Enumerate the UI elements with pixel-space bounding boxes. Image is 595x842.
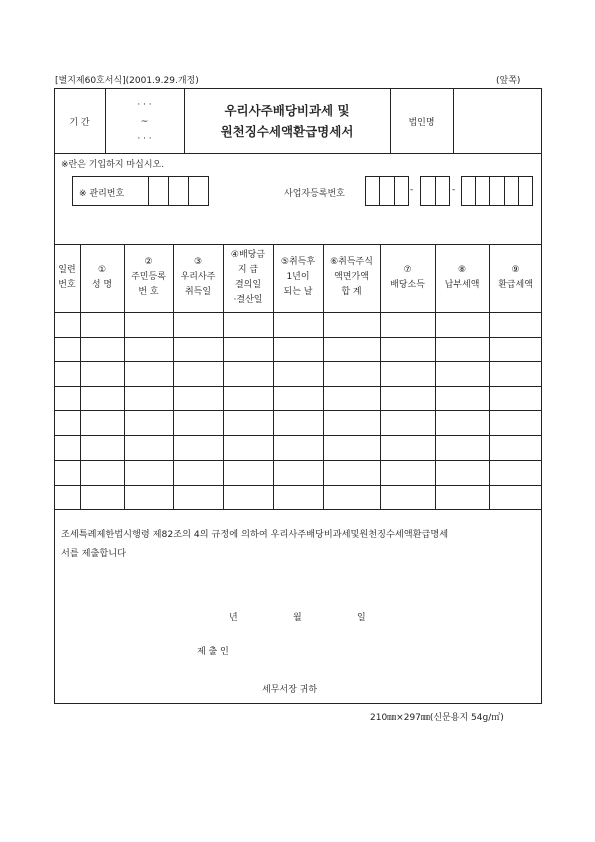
- paper-size-note: 210㎜×297㎜(신문용지 54g/㎡): [370, 713, 504, 723]
- table-row: [54, 386, 542, 387]
- table-row: [54, 460, 542, 461]
- table-row: [54, 485, 542, 486]
- submitter-label: 제 출 인: [197, 647, 229, 657]
- mgmt-number-input[interactable]: [149, 177, 208, 205]
- mgmt-number-label: ※ 관리번호: [79, 189, 125, 199]
- dash-1: -: [410, 185, 414, 195]
- col-header-dividend-date: ④배당금 지 급 결의일 ·결산일: [230, 250, 266, 305]
- divider: [435, 176, 436, 206]
- period-dates: [105, 97, 184, 148]
- biz-reg-segment-3[interactable]: [461, 176, 533, 206]
- col-header-name: ① 성 명: [91, 265, 113, 290]
- statement-line1: 조세특례제한법시행령 제82조의 4의 규정에 의하여 우리사주배당비과세및원천징수세액환급명세: [61, 529, 449, 540]
- table-row: [54, 312, 542, 313]
- period-tilde: ~: [140, 117, 149, 127]
- divider: [394, 176, 395, 206]
- divider: [54, 153, 542, 154]
- divider: [504, 176, 505, 206]
- table-row: [54, 410, 542, 411]
- form-title-line2: 원천징수세액환급명세서: [220, 124, 354, 139]
- col-header-one-year-date: ⑤취득후 1년이 되는 날: [280, 257, 316, 297]
- date-day-label: 일: [357, 613, 366, 623]
- statement-text: [61, 525, 537, 563]
- biz-reg-label: 사업자등록번호: [284, 189, 345, 199]
- col-header-face-value: ⑥취득주식 액면가액 합 계: [330, 257, 373, 297]
- table-row: [54, 337, 542, 338]
- page-side: (앞쪽): [496, 76, 521, 86]
- period-label: 기 간: [69, 118, 90, 128]
- dash-2: -: [452, 185, 456, 195]
- divider: [489, 176, 490, 206]
- table-row: [54, 435, 542, 436]
- col-header-refund: ⑨ 환급세액: [498, 265, 533, 290]
- divider: [54, 509, 542, 510]
- statement-line2: 서를 제출합니다: [61, 548, 127, 559]
- form-number: [별지제60호서식](2001.9.29.개정): [55, 76, 199, 86]
- company-name-field[interactable]: [456, 92, 538, 150]
- date-year-label: 년: [229, 613, 238, 623]
- col-header-serial: 일련 번호: [58, 265, 76, 290]
- divider: [453, 88, 454, 154]
- period-end: · · ·: [137, 134, 152, 144]
- period-start: · · ·: [137, 100, 152, 110]
- form-title-line1: 우리사주배당비과세 및: [224, 103, 350, 118]
- instruction-note: ※란은 기입하지 마십시오.: [61, 160, 165, 170]
- col-header-resident-no: ② 주민등록 번 호: [131, 257, 166, 297]
- divider: [518, 176, 519, 206]
- company-name-label: 법인명: [408, 118, 435, 128]
- date-month-label: 월: [293, 613, 302, 623]
- table-row: [54, 361, 542, 362]
- form-title: [184, 100, 390, 142]
- divider: [475, 176, 476, 206]
- addressee-label: 세무서장 귀하: [262, 685, 318, 695]
- divider: [379, 176, 380, 206]
- col-header-tax-paid: ⑧ 납부세액: [444, 265, 480, 290]
- biz-reg-segment-1[interactable]: [365, 176, 409, 206]
- col-header-acquire-date: ③ 우리사주 취득일: [180, 257, 216, 297]
- col-header-dividend-income: ⑦ 배당소득: [390, 265, 425, 290]
- divider: [54, 244, 542, 245]
